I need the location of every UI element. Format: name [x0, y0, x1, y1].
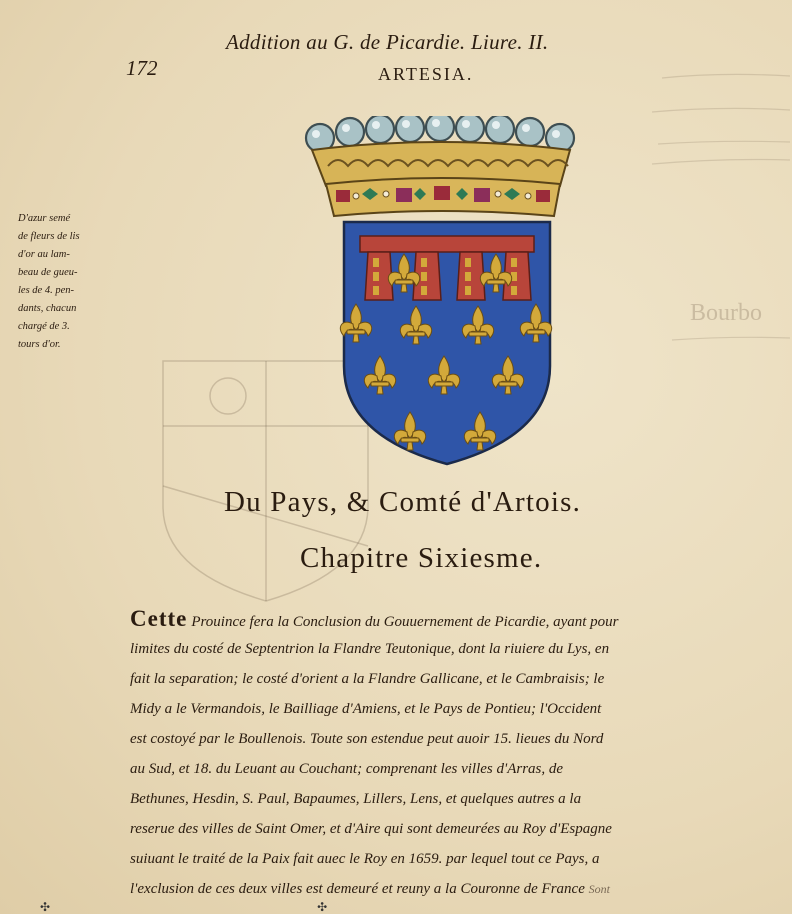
chapter-number: Chapitre Sixiesme.: [300, 542, 543, 574]
body-line: [130, 604, 780, 634]
blazon-margin-note: [18, 210, 110, 354]
shield: [340, 222, 551, 464]
margin-note-line: tours d'or.: [18, 339, 61, 350]
margin-note-line: beau de gueu-: [18, 267, 78, 278]
body-paragraph: [130, 604, 780, 904]
margin-note-line: D'azur semé: [18, 213, 71, 224]
artois-coat-of-arms: [298, 116, 598, 476]
margin-note-line: d'or au lam-: [18, 249, 70, 260]
body-line: au Sud, et 18. du Leuant au Couchant; comprenant les villes d'Arras, de: [130, 761, 564, 777]
body-line: reserue des villes de Saint Omer, et d'Aire qui sont demeurées au Roy d'Espagne: [130, 821, 612, 837]
page-number: 172: [126, 56, 158, 80]
bleed-through-text: Bourbo: [690, 300, 762, 326]
body-line: Midy a le Vermandois, le Bailliage d'Amiens, et le Pays de Pontieu; l'Occident: [130, 701, 602, 717]
body-line: limites du costé de Septentrion la Flandre Teutonique, dont la riuiere du Lys, en: [130, 641, 610, 657]
crown: [306, 116, 574, 216]
margin-note-line: les de 4. pen-: [18, 285, 74, 296]
running-header: Addition au G. de Picardie. Liure. II.: [226, 30, 549, 54]
margin-note-line: chargé de 3.: [18, 321, 70, 332]
body-line: suiuant le traité de la Paix fait auec le Roy en 1659. par lequel tout ce Pays, a: [130, 851, 600, 867]
region-heading: ARTESIA.: [378, 64, 474, 84]
margin-note-line: dants, chacun: [18, 303, 77, 314]
margin-note-line: de fleurs de lis: [18, 231, 80, 242]
body-line-text: l'exclusion de ces deux villes est demeuré et reuny a la Couronne de France: [130, 881, 585, 897]
chapter-title: Du Pays, & Comté d'Artois.: [224, 486, 582, 518]
page-marks: ✣ ✣: [40, 900, 328, 914]
lead-word: Cette: [130, 606, 188, 631]
body-line: fait la separation; le costé d'orient a la Flandre Gallicane, et le Cambraisis; le: [130, 671, 605, 687]
body-line-text: Prouince fera la Conclusion du Gouuernement de Picardie, ayant pour: [191, 614, 619, 630]
body-line: est costoyé par le Boullenois. Toute son estendue peut auoir 15. lieues du Nord: [130, 731, 604, 747]
catchword: Sont: [588, 882, 610, 896]
body-line: Bethunes, Hesdin, S. Paul, Bapaumes, Lillers, Lens, et quelques autres a la: [130, 791, 582, 807]
